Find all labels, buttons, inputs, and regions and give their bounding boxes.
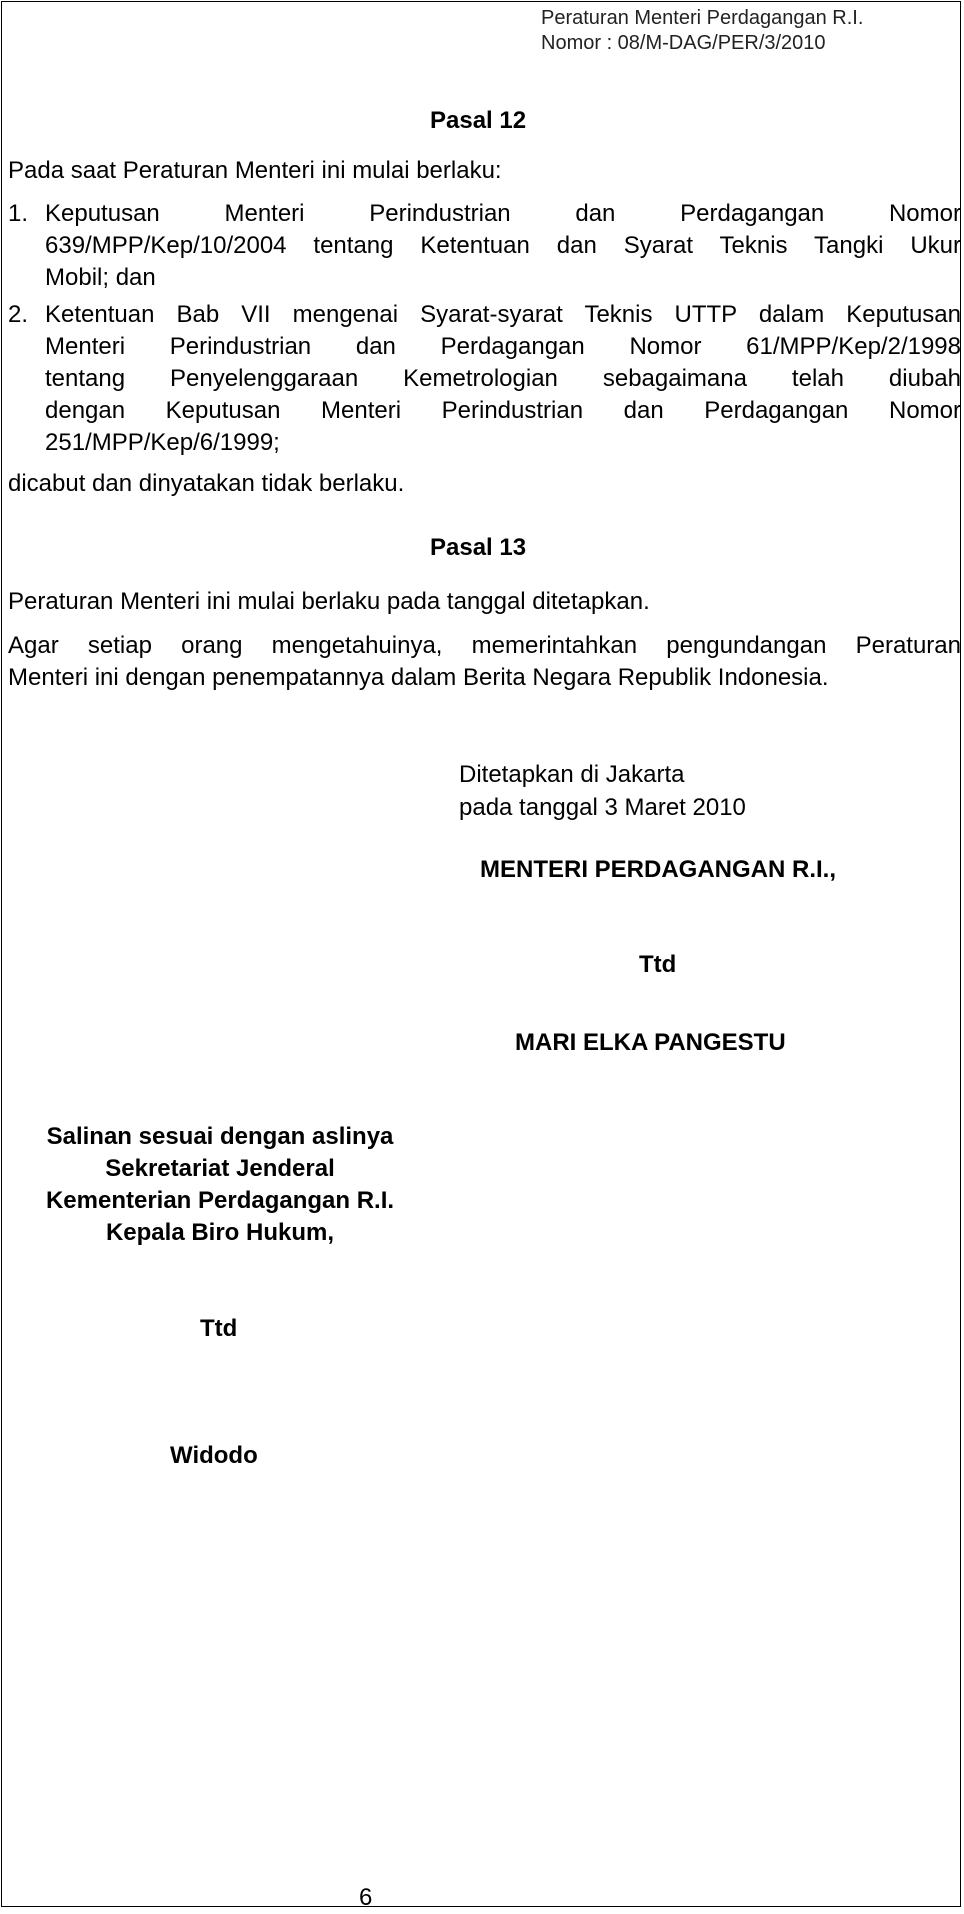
copy-line-3: Kementerian Perdagangan R.I. bbox=[45, 1187, 395, 1214]
header-number: Nomor : 08/M-DAG/PER/3/2010 bbox=[541, 32, 826, 54]
list-item-2-line-2: Menteri Perindustrian dan Perdagangan Nomor 61/MPP/Kep/2/1998 bbox=[45, 333, 961, 360]
copy-ttd: Ttd bbox=[200, 1315, 238, 1342]
list-number-1: 1. bbox=[8, 200, 29, 227]
pasal-13-paragraph-2-line-2: Menteri ini dengan penempatannya dalam Berita Negara Republik Indonesia. bbox=[8, 664, 829, 691]
pasal-12-closing: dicabut dan dinyatakan tidak berlaku. bbox=[8, 470, 405, 497]
list-item-1-line-1: Keputusan Menteri Perindustrian dan Perdagangan Nomor bbox=[45, 200, 961, 227]
signature-place: Ditetapkan di Jakarta bbox=[459, 761, 685, 788]
document-page bbox=[1, 1, 961, 1911]
signature-date: pada tanggal 3 Maret 2010 bbox=[459, 794, 746, 821]
pasal-13-paragraph-1: Peraturan Menteri ini mulai berlaku pada tanggal ditetapkan. bbox=[8, 588, 650, 615]
list-item-2-line-5: 251/MPP/Kep/6/1999; bbox=[45, 429, 280, 456]
pasal-12-heading: Pasal 12 bbox=[430, 107, 527, 134]
list-item-1-line-3: Mobil; dan bbox=[45, 264, 156, 291]
list-number-2: 2. bbox=[8, 301, 29, 328]
signature-name: MARI ELKA PANGESTU bbox=[515, 1029, 786, 1056]
pasal-12-intro: Pada saat Peraturan Menteri ini mulai berlaku: bbox=[8, 157, 502, 184]
copy-line-4: Kepala Biro Hukum, bbox=[105, 1219, 335, 1246]
pasal-13-paragraph-2-line-1: Agar setiap orang mengetahuinya, memerintahkan pengundangan Peraturan bbox=[8, 632, 961, 659]
list-item-1-line-2: 639/MPP/Kep/10/2004 tentang Ketentuan dan Syarat Teknis Tangki Ukur bbox=[45, 232, 961, 259]
copy-line-2: Sekretariat Jenderal bbox=[105, 1155, 335, 1182]
signature-title: MENTERI PERDAGANGAN R.I., bbox=[480, 856, 837, 883]
list-item-2-line-4: dengan Keputusan Menteri Perindustrian dan Perdagangan Nomor bbox=[45, 397, 961, 424]
signature-ttd: Ttd bbox=[639, 951, 677, 978]
pasal-13-heading: Pasal 13 bbox=[430, 534, 527, 561]
list-item-2-line-1: Ketentuan Bab VII mengenai Syarat-syarat Teknis UTTP dalam Keputusan bbox=[45, 301, 961, 328]
page-number: 6 bbox=[359, 1884, 373, 1911]
copy-line-1: Salinan sesuai dengan aslinya bbox=[46, 1123, 394, 1150]
header-title: Peraturan Menteri Perdagangan R.I. bbox=[541, 7, 864, 29]
copy-name: Widodo bbox=[170, 1442, 258, 1469]
list-item-2-line-3: tentang Penyelenggaraan Kemetrologian sebagaimana telah diubah bbox=[45, 365, 961, 392]
